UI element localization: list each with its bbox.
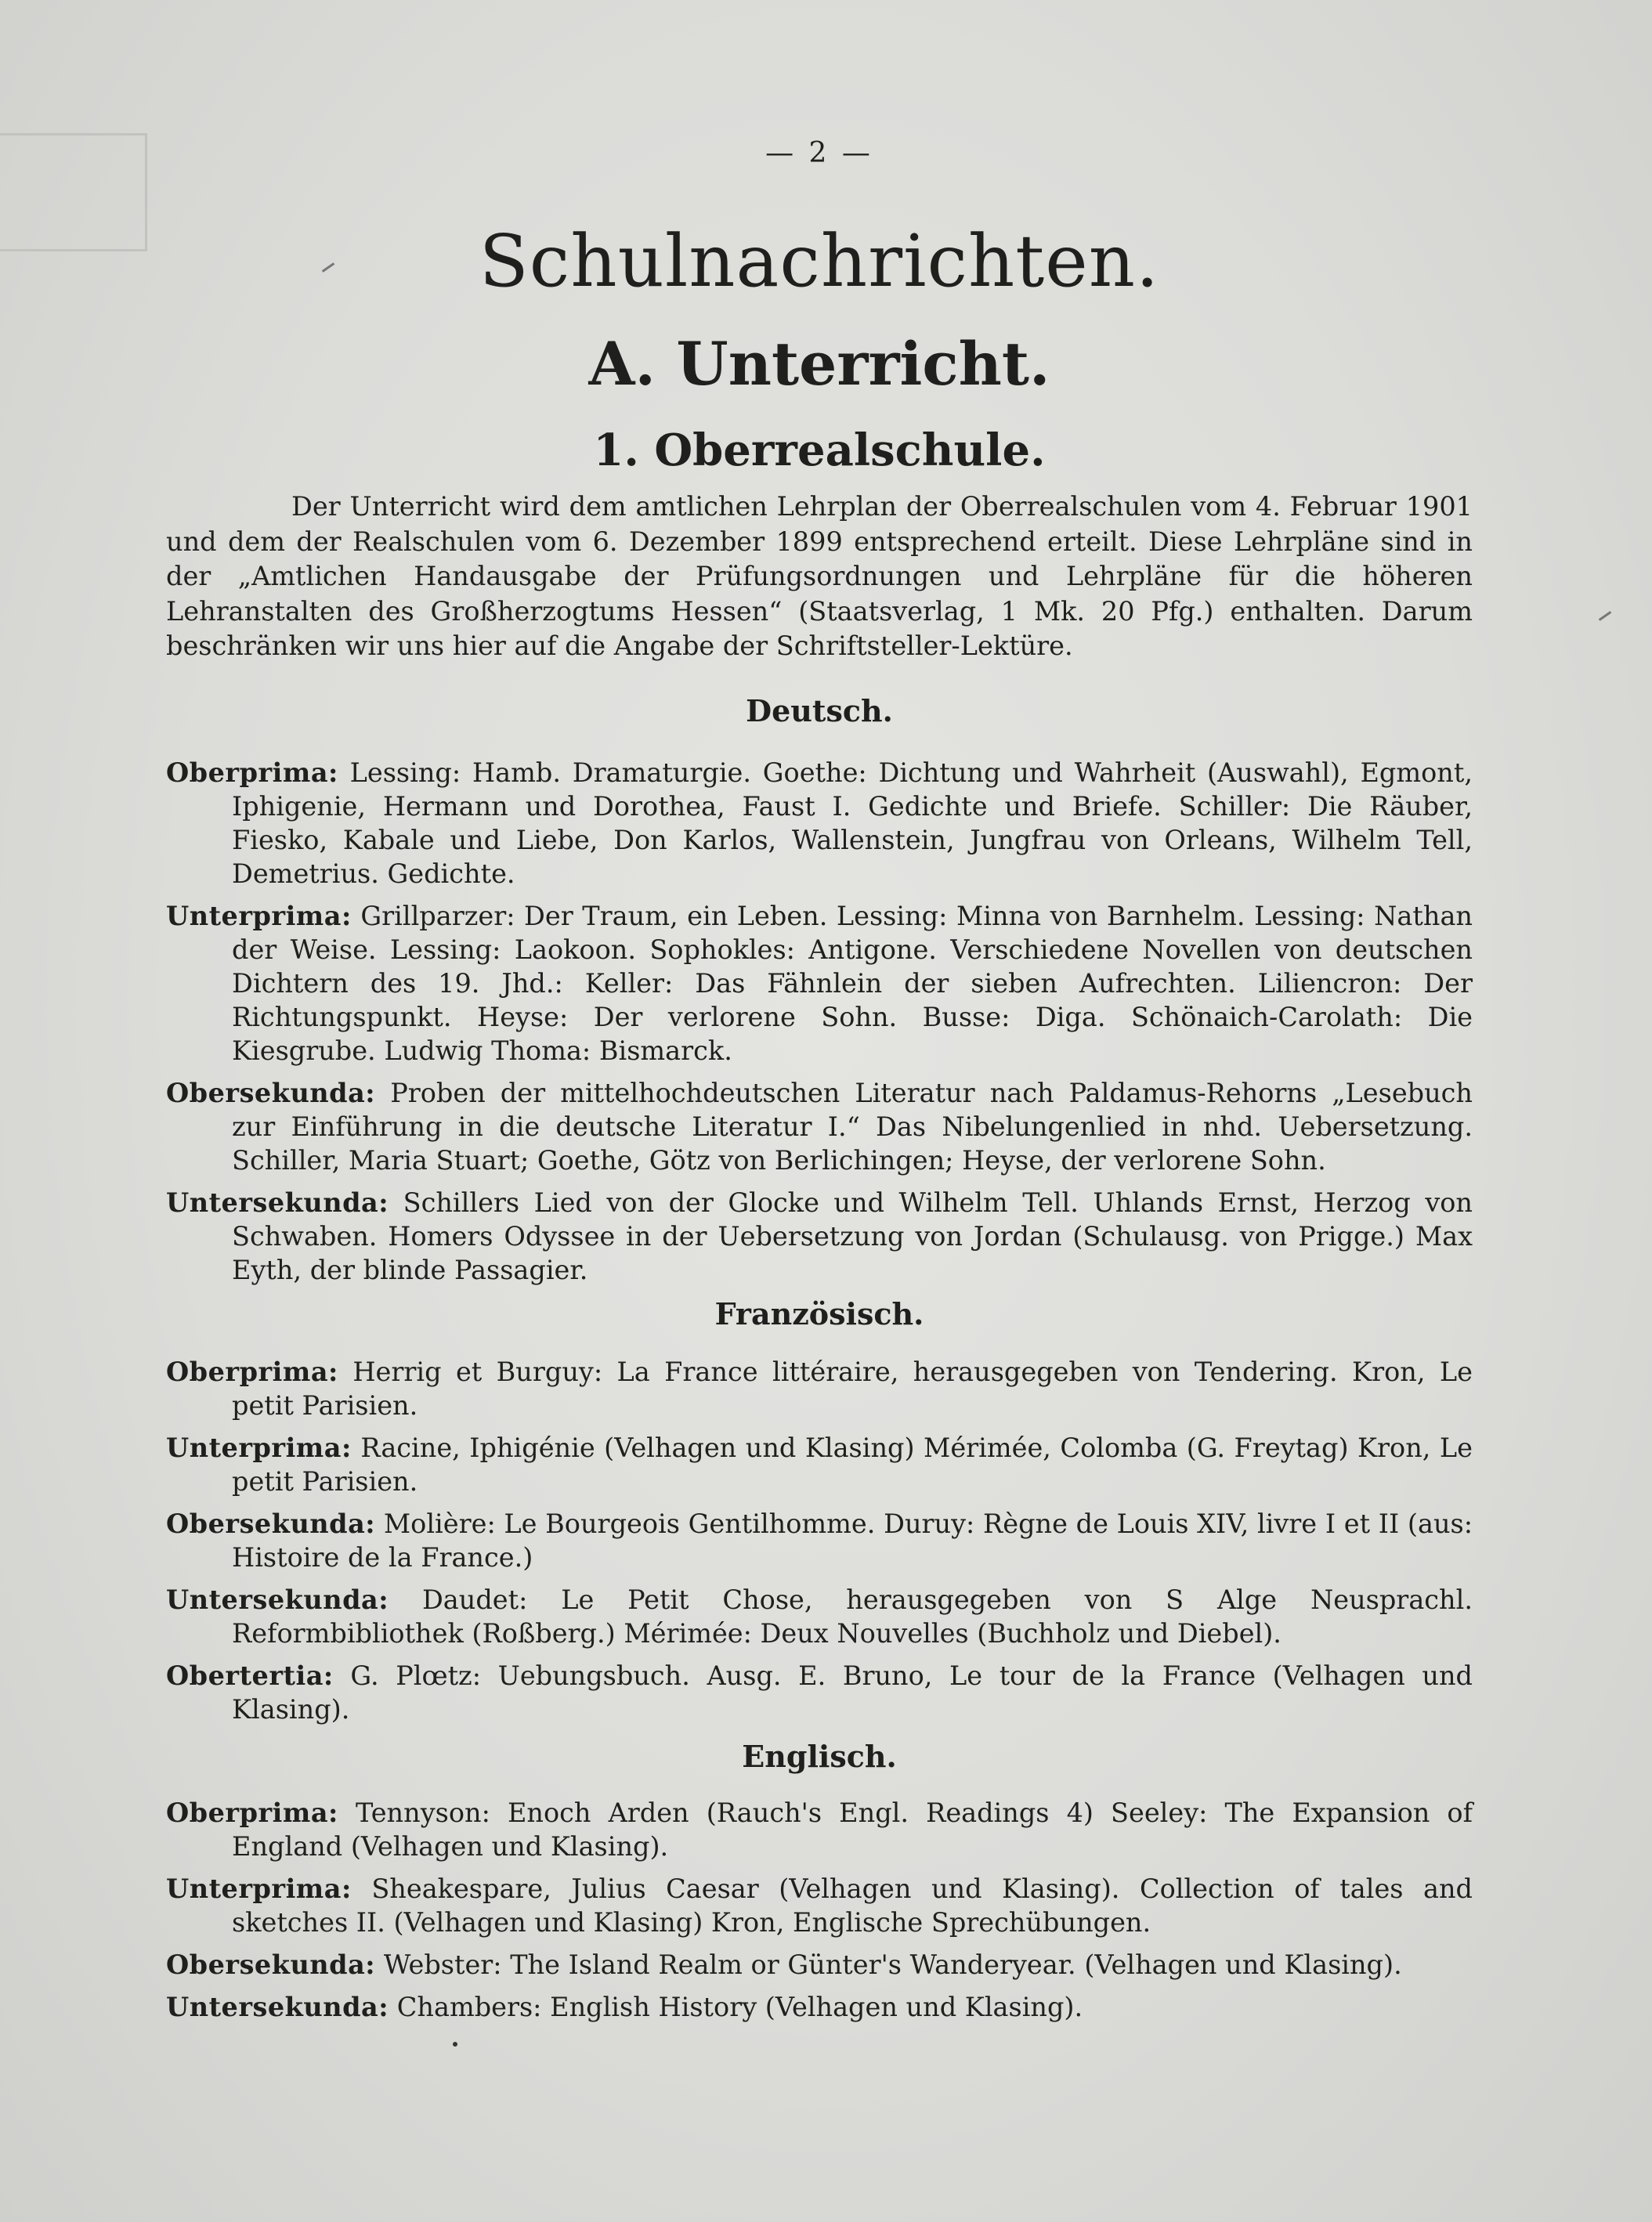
- page-title: Schulnachrichten.: [479, 219, 1160, 303]
- page-number: — 2 —: [765, 137, 873, 169]
- entry-text: Racine, Iphigénie (Velhagen und Klasing) Mérimée, Colomba (G. Freytag) Kron, Le petit Parisien.: [232, 1433, 1473, 1497]
- reading-entry: [166, 1583, 1473, 1650]
- subject-heading-franzoesisch: Französisch.: [714, 1296, 924, 1331]
- grade-label: Oberprima:: [166, 757, 338, 788]
- entry-text: Daudet: Le Petit Chose, herausgegeben von S Alge Neusprachl. Reformbibliothek (Roßberg.) Mérimée: Deux Nouvelles (Buchholz und Diebel).: [232, 1584, 1473, 1649]
- entry-text: G. Plœtz: Uebungsbuch. Ausg. E. Bruno, Le tour de la France (Velhagen und Klasing).: [232, 1660, 1473, 1725]
- reading-entry: [166, 756, 1473, 891]
- reading-entry: [166, 1948, 1473, 1982]
- grade-label: Oberprima:: [166, 1357, 338, 1387]
- intro-paragraph: Der Unterricht wird dem amtlichen Lehrplan der Oberrealschulen vom 4. Februar 1901 und dem der Realschulen vom 6. Dezember 1899 entsprechend erteilt. Diese Lehrpläne sind in der „Amtlichen Handausgabe der Prüfungsordnungen und Lehrpläne für die höheren Lehranstalten des Großherzogtums Hessen“ (Staatsverlag, 1 Mk. 20 Pfg.) enthalten. Darum beschränken wir uns hier auf die Angabe der Schriftsteller-Lektüre.: [166, 491, 1473, 661]
- entry-text: Grillparzer: Der Traum, ein Leben. Lessing: Minna von Barnhelm. Lessing: Nathan der Weise. Lessing: Laokoon. Sophokles: Antigone. Verschiedene Novellen von deutschen Dichtern des 19. Jhd.: Keller: Das Fähnlein der sieben Aufrechten. Liliencron: Der Richtungspunkt. Heyse: Der verlorene Sohn. Busse: Diga. Schönaich-Carolath: Die Kiesgrube. Ludwig Thoma: Bismarck.: [232, 901, 1473, 1066]
- entry-text: Herrig et Burguy: La France littéraire, herausgegeben von Tendering. Kron, Le petit Parisien.: [232, 1357, 1473, 1421]
- ink-dot: [453, 2042, 457, 2047]
- subsection-heading: 1. Oberrealschule.: [593, 425, 1046, 476]
- grade-label: Obersekunda:: [166, 1508, 376, 1539]
- entry-text: Sheakespare, Julius Caesar (Velhagen und Klasing). Collection of tales and sketches II. (Velhagen und Klasing) Kron, Englische Sprechübungen.: [232, 1873, 1473, 1938]
- grade-label: Unterprima:: [166, 901, 352, 931]
- entries-franzoesisch: [166, 1355, 1473, 1735]
- entry-text: Proben der mittelhochdeutschen Literatur nach Paldamus-Rehorns „Lesebuch zur Einführung in die deutsche Literatur I.“ Das Nibelungenlied in nhd. Uebersetzung. Schiller, Maria Stuart; Goethe, Götz von Berlichingen; Heyse, der verlorene Sohn.: [232, 1078, 1473, 1176]
- grade-label: Untersekunda:: [166, 1187, 389, 1218]
- reading-entry: [166, 1431, 1473, 1498]
- reading-entry: [166, 1507, 1473, 1574]
- entry-text: Tennyson: Enoch Arden (Rauch's Engl. Readings 4) Seeley: The Expansion of England (Velhagen und Klasing).: [232, 1797, 1473, 1862]
- entries-deutsch: [166, 756, 1473, 1295]
- entry-text: Chambers: English History (Velhagen und Klasing).: [396, 1992, 1083, 2022]
- grade-label: Oberprima:: [166, 1797, 338, 1828]
- grade-label: Untersekunda:: [166, 1584, 389, 1615]
- grade-label: Unterprima:: [166, 1873, 352, 1904]
- entry-text: Molière: Le Bourgeois Gentilhomme. Duruy: Règne de Louis XIV, livre I et II (aus: Histoire de la France.): [232, 1508, 1473, 1573]
- subject-heading-englisch: Englisch.: [742, 1739, 897, 1774]
- reading-entry: [166, 899, 1473, 1068]
- reading-entry: [166, 1872, 1473, 1939]
- reading-entry: [166, 1796, 1473, 1863]
- show-through-stamp: [0, 133, 147, 251]
- ink-mark: [1599, 611, 1611, 621]
- grade-label: Untersekunda:: [166, 1992, 389, 2022]
- grade-label: Obertertia:: [166, 1660, 334, 1691]
- grade-label: Unterprima:: [166, 1433, 352, 1463]
- entry-text: Webster: The Island Realm or Günter's Wanderyear. (Velhagen und Klasing).: [383, 1949, 1402, 1980]
- reading-entry: [166, 1990, 1473, 2024]
- reading-entry: [166, 1186, 1473, 1287]
- subject-heading-deutsch: Deutsch.: [746, 693, 893, 728]
- reading-entry: [166, 1659, 1473, 1726]
- grade-label: Obersekunda:: [166, 1078, 376, 1108]
- section-heading: A. Unterricht.: [588, 329, 1050, 399]
- grade-label: Obersekunda:: [166, 1949, 376, 1980]
- entry-text: Lessing: Hamb. Dramaturgie. Goethe: Dichtung und Wahrheit (Auswahl), Egmont, Iphigenie, Hermann und Dorothea, Faust I. Gedichte und Briefe. Schiller: Die Räuber, Fiesko, Kabale und Liebe, Don Karlos, Wallenstein, Jungfrau von Orleans, Wilhelm Tell, Demetrius. Gedichte.: [232, 757, 1473, 889]
- reading-entry: [166, 1355, 1473, 1422]
- reading-entry: [166, 1076, 1473, 1177]
- entry-text: Schillers Lied von der Glocke und Wilhelm Tell. Uhlands Ernst, Herzog von Schwaben. Homers Odyssee in der Uebersetzung von Jordan (Schulausg. von Prigge.) Max Eyth, der blinde Passagier.: [232, 1187, 1473, 1285]
- entries-englisch: [166, 1796, 1473, 2032]
